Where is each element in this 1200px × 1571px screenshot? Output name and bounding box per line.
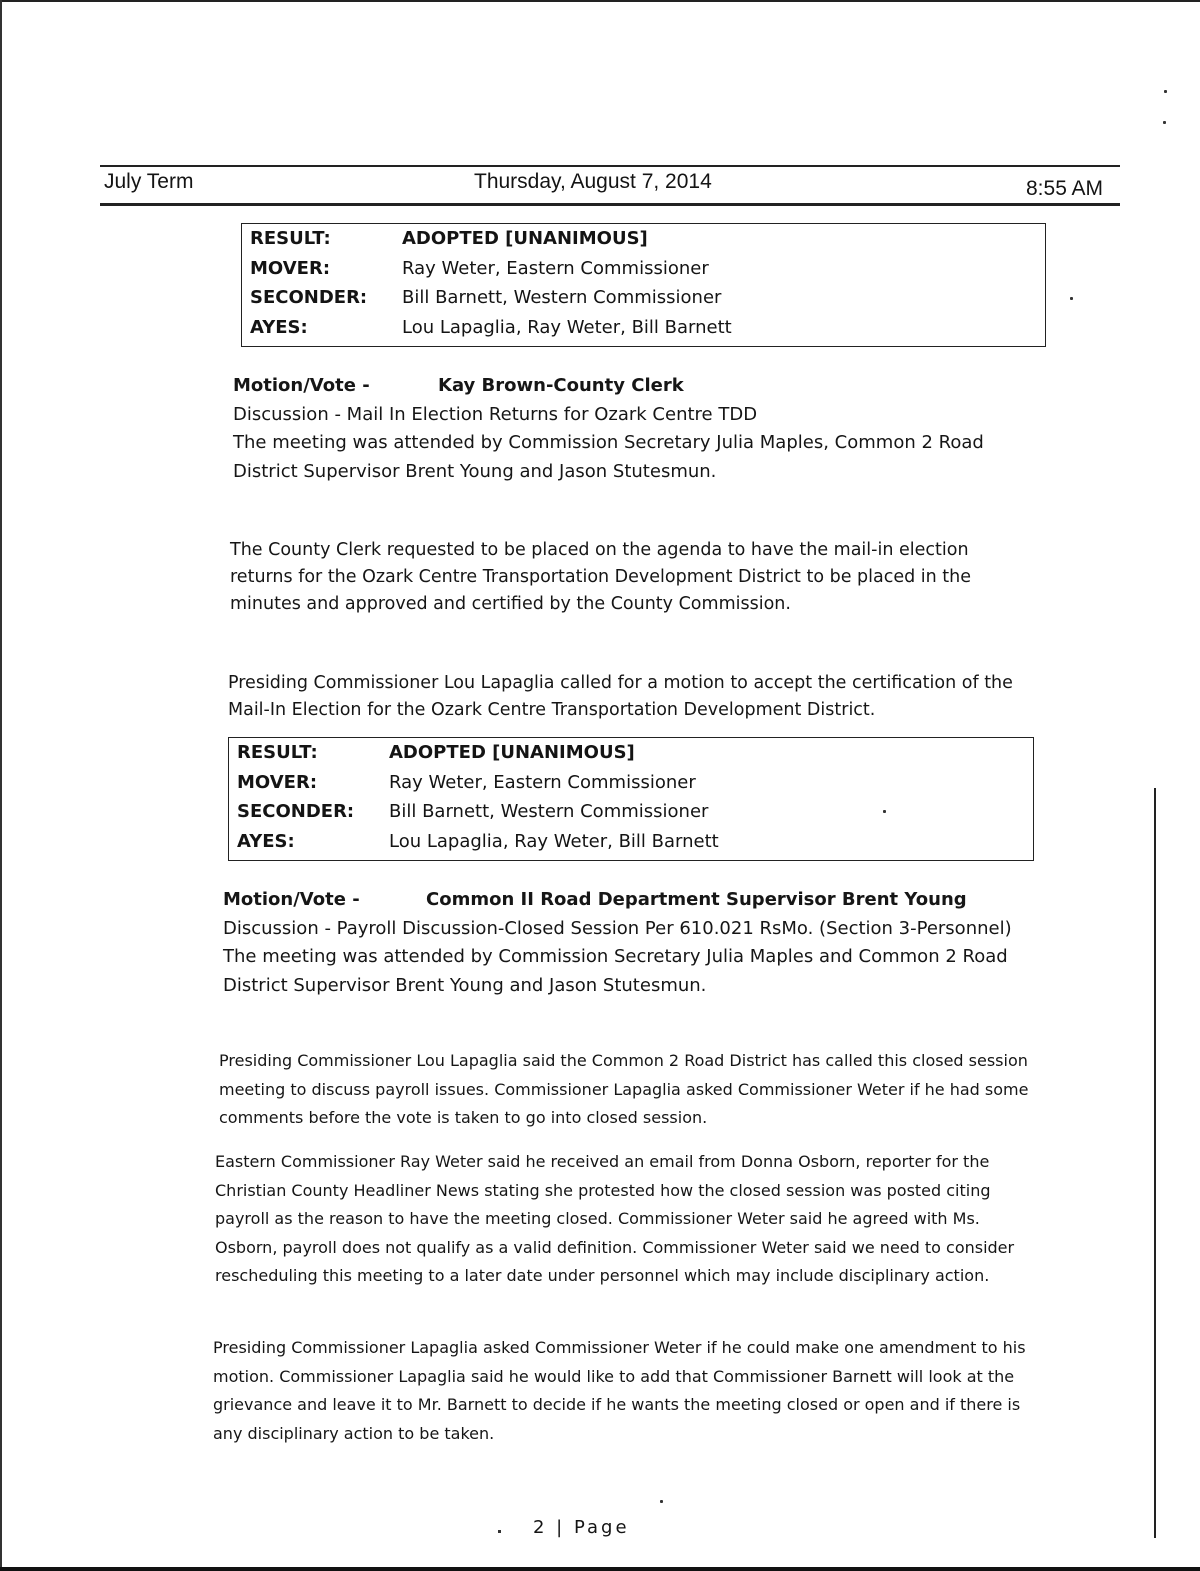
scan-speck: [1164, 90, 1167, 93]
header-term: July Term: [104, 170, 194, 193]
scan-speck: [498, 1530, 501, 1533]
motion-title: Kay Brown-County Clerk: [438, 375, 684, 396]
motion-heading: [233, 372, 1033, 401]
vote-result-value: ADOPTED [UNANIMOUS]: [402, 228, 648, 249]
margin-line: [1154, 788, 1156, 1538]
scan-edge-bottom: [0, 1567, 1200, 1571]
motion-heading: [223, 886, 1043, 915]
vote-ayes-value: Lou Lapaglia, Ray Weter, Bill Barnett: [402, 316, 732, 338]
vote-label: AYES:: [250, 316, 308, 338]
vote-result-box: [241, 223, 1046, 347]
vote-seconder-value: Bill Barnett, Western Commissioner: [389, 801, 709, 822]
motion-attendance: The meeting was attended by Commission Secretary Julia Maples and Common 2 Road District Supervisor Brent Young and Jason Stutesmun.: [223, 946, 1008, 996]
motion-attendance: The meeting was attended by Commission Secretary Julia Maples, Common 2 Road District Supervisor Brent Young and Jason Stutesmun.: [233, 432, 984, 482]
vote-label: RESULT:: [250, 228, 331, 249]
vote-mover-value: Ray Weter, Eastern Commissioner: [402, 257, 709, 279]
motion-label: Motion/Vote -: [223, 889, 360, 910]
motion-label: Motion/Vote -: [233, 375, 370, 396]
motion-discussion: Discussion - Payroll Discussion-Closed Session Per 610.021 RsMo. (Section 3-Personnel): [223, 917, 1012, 939]
vote-label: MOVER:: [237, 771, 318, 793]
vote-row-mover: [237, 768, 1025, 798]
scan-edge-top: [0, 0, 1200, 2]
minutes-paragraph: Presiding Commissioner Lapaglia asked Commissioner Weter if he could make one amendment to his motion. Commissioner Lapaglia said he would like to add that Commissioner Barnett will look at the grievance and leave it to Mr. Barnett to decide if he wants the meeting closed or open and if there is any disciplinary action to be taken.: [213, 1338, 1026, 1443]
minutes-paragraph: Eastern Commissioner Ray Weter said he received an email from Donna Osborn, reporter for the Christian County Headliner News stating she protested how the closed session was posted citing payroll as the reason to have the meeting closed. Commissioner Weter said he agreed with Ms. Osborn, payroll does not qualify as a valid definition. Commissioner Weter said we need to consider rescheduling this meeting to a later date under personnel which may include disciplinary action.: [215, 1152, 1015, 1285]
vote-row-result: [237, 738, 1025, 768]
vote-seconder-value: Bill Barnett, Western Commissioner: [402, 287, 722, 308]
vote-row-ayes: [237, 827, 1025, 857]
vote-row-seconder: [250, 283, 1037, 313]
minutes-paragraph: The County Clerk requested to be placed on the agenda to have the mail-in election returns for the Ozark Centre Transportation Development District to be placed in the minutes and approved and certified by the County Commission.: [230, 540, 972, 614]
vote-mover-value: Ray Weter, Eastern Commissioner: [389, 771, 696, 793]
motion-title: Common II Road Department Supervisor Brent Young: [426, 889, 967, 910]
vote-row-seconder: [237, 797, 1025, 827]
minutes-paragraph: Presiding Commissioner Lou Lapaglia called for a motion to accept the certification of the Mail-In Election for the Ozark Centre Transportation Development District.: [228, 673, 1013, 720]
vote-row-result: [250, 224, 1037, 254]
header-time: 8:55 AM: [1026, 177, 1104, 200]
scan-speck: [1163, 121, 1166, 124]
motion-discussion: Discussion - Mail In Election Returns for Ozark Centre TDD: [233, 403, 758, 425]
scan-edge-left: [0, 0, 2, 1571]
vote-row-mover: [250, 254, 1037, 284]
vote-label: SECONDER:: [237, 801, 355, 822]
vote-result-box: [228, 737, 1034, 861]
vote-result-value: ADOPTED [UNANIMOUS]: [389, 742, 635, 763]
scan-speck: [1070, 297, 1073, 300]
motion-section: [223, 886, 1043, 1000]
scan-speck: [660, 1500, 663, 1503]
page-number: 2 | Page: [533, 1517, 630, 1538]
vote-label: AYES:: [237, 830, 295, 852]
header-date: Thursday, August 7, 2014: [474, 170, 712, 193]
motion-section: [233, 372, 1033, 486]
vote-label: SECONDER:: [250, 287, 368, 308]
header-rule-bottom: [100, 203, 1120, 206]
vote-label: RESULT:: [237, 742, 318, 763]
header-rule-top: [100, 165, 1120, 167]
vote-label: MOVER:: [250, 257, 331, 279]
vote-ayes-value: Lou Lapaglia, Ray Weter, Bill Barnett: [389, 830, 719, 852]
minutes-paragraph: Presiding Commissioner Lou Lapaglia said the Common 2 Road District has called this closed session meeting to discuss payroll issues. Commissioner Lapaglia asked Commissioner Weter if he had some comments before the vote is taken to go into closed session.: [219, 1051, 1029, 1127]
vote-row-ayes: [250, 313, 1037, 343]
